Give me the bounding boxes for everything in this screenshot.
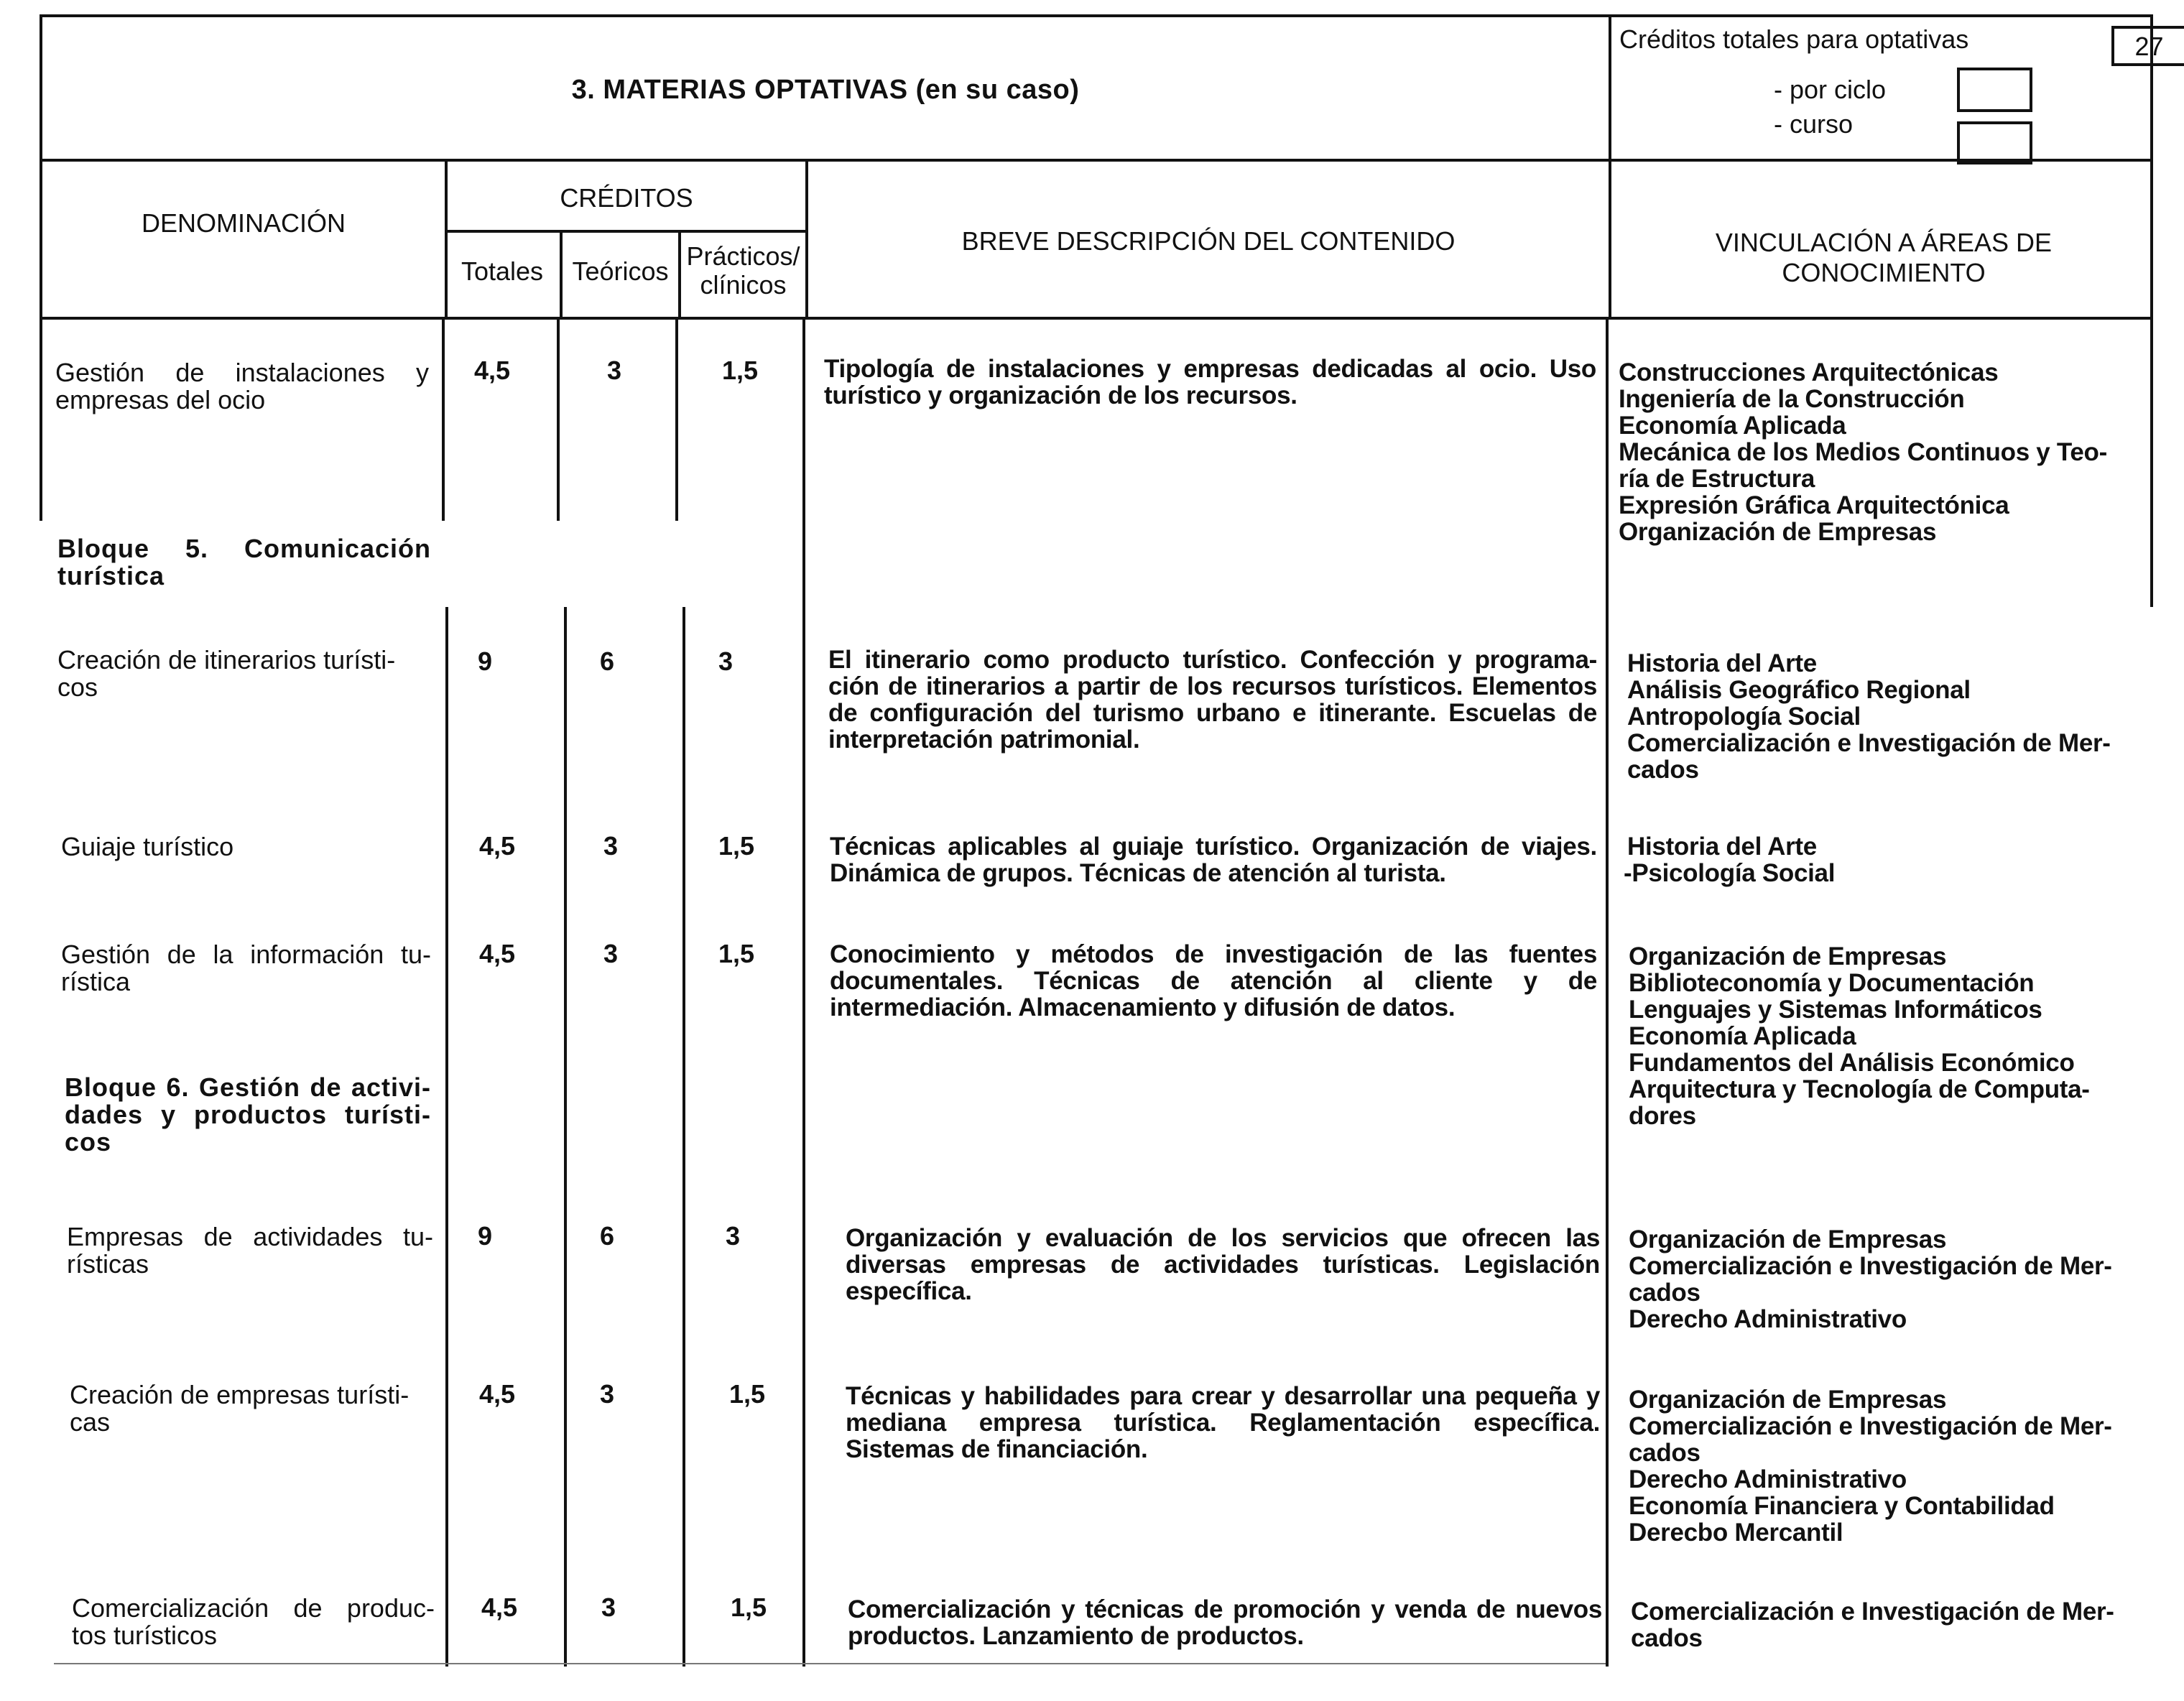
block-5-line2: turística bbox=[57, 561, 165, 590]
row-5-teoricos: 3 bbox=[600, 1379, 615, 1409]
row-5-description: Técnicas y habilidades para crear y desarrollar una pequeña y mediana empresa turística. Reglamentación específica. Sistemas de financiación. bbox=[846, 1382, 1600, 1463]
row-3-teoricos: 3 bbox=[603, 939, 619, 968]
body-col-rule bbox=[1606, 320, 1609, 1667]
row-5-areas bbox=[1629, 1386, 2142, 1546]
credits-summary bbox=[1619, 24, 2164, 161]
area-item: cados bbox=[1629, 1279, 1701, 1307]
area-item: Ingeniería de la Construcción bbox=[1619, 385, 1965, 413]
row-3-description: Conocimiento y métodos de investigación de las fuentes documentales. Técnicas de atención al cliente y de intermediación. Almacenamiento y difusión de datos. bbox=[830, 940, 1597, 1021]
row-2-totales: 4,5 bbox=[479, 831, 516, 861]
area-item: Comercialización e Investigación de Mer- bbox=[1631, 1598, 2114, 1626]
row-5-practicos: 1,5 bbox=[729, 1379, 766, 1409]
row-4-areas bbox=[1629, 1226, 2142, 1332]
area-item: Organización de Empresas bbox=[1629, 942, 1947, 970]
area-item: Mecánica de los Medios Continuos y Teo- bbox=[1619, 438, 2107, 466]
header-vinculacion-line2: CONOCIMIENTO bbox=[1782, 258, 1986, 287]
row-2-name-line1: Guiaje turístico bbox=[61, 832, 234, 861]
header-descripcion: BREVE DESCRIPCIÓN DEL CONTENIDO bbox=[961, 226, 1456, 256]
row-0-practicos: 1,5 bbox=[722, 356, 759, 385]
area-item: Construcciones Arquitectónicas bbox=[1619, 358, 1999, 386]
header-vinculacion-line1: VINCULACIÓN A ÁREAS DE bbox=[1715, 228, 2053, 257]
row-0-areas bbox=[1619, 359, 2143, 545]
block-6-line2: dades y productos turísti- bbox=[65, 1100, 431, 1129]
row-4-description: Organización y evaluación de los servicios que ofrecen las diversas empresas de actividades turísticas. Legislación específica. bbox=[846, 1224, 1600, 1305]
area-item: Fundamentos del Análisis Económico bbox=[1629, 1049, 2075, 1077]
row-3-areas bbox=[1629, 943, 2142, 1129]
header-totales: Totales bbox=[461, 256, 544, 286]
area-item: cados bbox=[1629, 1439, 1701, 1467]
header-teoricos: Teóricos bbox=[572, 256, 669, 286]
body-col-rule bbox=[675, 320, 678, 521]
row-3-name-line1: Gestión de la información tu- bbox=[61, 940, 431, 969]
header-creditos: CRÉDITOS bbox=[560, 183, 693, 213]
page-title: 3. MATERIAS OPTATIVAS (en su caso) bbox=[571, 75, 1080, 105]
area-item: -Psicología Social bbox=[1624, 859, 1836, 887]
header-band bbox=[40, 14, 2164, 162]
area-item: Lenguajes y Sistemas Informáticos bbox=[1629, 996, 2042, 1024]
row-1-totales: 9 bbox=[478, 646, 493, 676]
row-1-areas bbox=[1627, 650, 2144, 783]
row-6-teoricos: 3 bbox=[601, 1593, 616, 1622]
block-5-title bbox=[57, 535, 431, 590]
row-1-teoricos: 6 bbox=[600, 646, 615, 676]
row-5-name-line2: cas bbox=[70, 1407, 111, 1437]
body-col-rule bbox=[564, 607, 567, 1667]
area-item: cados bbox=[1631, 1624, 1703, 1652]
row-2-practicos: 1,5 bbox=[718, 831, 755, 861]
row-6-practicos: 1,5 bbox=[731, 1593, 767, 1622]
row-3-totales: 4,5 bbox=[479, 939, 516, 968]
area-item: Economía Aplicada bbox=[1629, 1022, 1856, 1050]
bottom-rule bbox=[54, 1663, 1606, 1664]
row-2-description: Técnicas aplicables al guiaje turístico. Organización de viajes. Dinámica de grupos. Técnicas de atención al turista. bbox=[830, 833, 1597, 887]
area-item: Organización de Empresas bbox=[1629, 1225, 1947, 1253]
creditos-underline bbox=[445, 230, 808, 233]
body-col-rule bbox=[40, 320, 42, 521]
area-item: Organización de Empresas bbox=[1629, 1386, 1947, 1414]
row-6-name-line2: tos turísticos bbox=[72, 1621, 218, 1650]
body-col-rule bbox=[682, 607, 685, 1667]
area-item: Comercialización e Investigación de Mer- bbox=[1629, 1412, 2112, 1440]
area-item: Antropología Social bbox=[1627, 703, 1861, 731]
block-6-line1: Bloque 6. Gestión de activi- bbox=[65, 1072, 431, 1102]
block-6-title bbox=[65, 1074, 431, 1156]
row-0-name-line2: empresas del ocio bbox=[55, 385, 266, 414]
header-practicos bbox=[681, 242, 805, 300]
por-ciclo-box bbox=[1957, 68, 2032, 112]
area-item: Historia del Arte bbox=[1627, 649, 1817, 677]
area-item: Arquitectura y Tecnología de Computa- bbox=[1629, 1075, 2090, 1103]
row-2-teoricos: 3 bbox=[603, 831, 619, 861]
table-row-1-name bbox=[57, 646, 431, 701]
row-1-practicos: 3 bbox=[718, 646, 734, 676]
row-1-description: El itinerario como producto turístico. Confección y programa-ción de itinerarios a partir de los recursos turísticos. Elementos de configuración del turismo urbano e itinerante. Escuelas de interpretación patrimonial. bbox=[828, 646, 1597, 754]
curso-label: - curso bbox=[1774, 109, 1854, 139]
block-5-line1: Bloque 5. Comunicación bbox=[57, 534, 431, 563]
row-6-totales: 4,5 bbox=[481, 1593, 518, 1622]
row-4-totales: 9 bbox=[478, 1221, 493, 1251]
row-1-name-line1: Creación de itinerarios turísti- bbox=[57, 645, 396, 675]
credits-total-label: Créditos totales para optativas bbox=[1619, 24, 1969, 54]
area-item: Expresión Gráfica Arquitectónica bbox=[1619, 491, 2009, 519]
body-col-rule bbox=[442, 320, 445, 521]
area-item: Economía Financiera y Contabilidad bbox=[1629, 1492, 2055, 1520]
credits-total-value: 27 bbox=[2111, 26, 2184, 66]
area-item: cados bbox=[1627, 756, 1699, 784]
row-4-name-line2: rísticas bbox=[67, 1249, 149, 1279]
row-5-name-line1: Creación de empresas turísti- bbox=[70, 1380, 410, 1409]
body-col-rule bbox=[2150, 320, 2153, 607]
area-item: Derecho Administrativo bbox=[1629, 1305, 1907, 1333]
body-col-rule bbox=[802, 320, 805, 1667]
table-row-5-name bbox=[70, 1381, 432, 1436]
table-row-3-name bbox=[61, 941, 431, 996]
area-item: Organización de Empresas bbox=[1619, 518, 1937, 546]
row-0-description: Tipología de instalaciones y empresas dedicadas al ocio. Uso turístico y organización de los recursos. bbox=[824, 355, 1596, 409]
area-item: Economía Aplicada bbox=[1619, 412, 1846, 440]
area-item: Derecho Administrativo bbox=[1629, 1465, 1907, 1493]
table-row-0-name bbox=[55, 359, 429, 414]
por-ciclo-label: - por ciclo bbox=[1774, 75, 1887, 104]
column-header bbox=[40, 162, 2153, 320]
body-col-rule bbox=[557, 320, 560, 521]
area-item: ría de Estructura bbox=[1619, 465, 1815, 493]
area-item: dores bbox=[1629, 1102, 1696, 1130]
header-practicos-line1: Prácticos/ bbox=[686, 241, 800, 271]
header-denominacion: DENOMINACIÓN bbox=[141, 208, 346, 238]
header-practicos-line2: clínicos bbox=[700, 270, 787, 300]
row-2-areas bbox=[1624, 833, 2141, 886]
header-divider bbox=[1609, 17, 1611, 159]
row-1-name-line2: cos bbox=[57, 672, 98, 702]
area-item: Análisis Geográfico Regional bbox=[1627, 676, 1971, 704]
table-row-6-name bbox=[72, 1595, 435, 1649]
row-4-practicos: 3 bbox=[726, 1221, 741, 1251]
row-0-totales: 4,5 bbox=[474, 356, 511, 385]
row-3-name-line2: rística bbox=[61, 967, 131, 996]
row-6-areas bbox=[1631, 1598, 2142, 1651]
table-body bbox=[40, 320, 2153, 1667]
block-6-line3: cos bbox=[65, 1127, 112, 1157]
document-page bbox=[40, 14, 2164, 1667]
table-row-4-name bbox=[67, 1223, 433, 1278]
table-row-2-name bbox=[61, 833, 431, 861]
curso-box bbox=[1957, 121, 2032, 164]
row-4-teoricos: 6 bbox=[600, 1221, 615, 1251]
row-3-practicos: 1,5 bbox=[718, 939, 755, 968]
body-col-rule bbox=[445, 607, 448, 1667]
row-5-totales: 4,5 bbox=[479, 1379, 516, 1409]
row-6-description: Comercialización y técnicas de promoción y venda de nuevos productos. Lanzamiento de productos. bbox=[848, 1595, 1602, 1650]
row-6-name-line1: Comercialización de produc- bbox=[72, 1593, 435, 1623]
header-vinculacion bbox=[1611, 228, 2156, 288]
area-item: Comercialización e Investigación de Mer- bbox=[1627, 729, 2111, 757]
area-item: Derecbo Mercantil bbox=[1629, 1519, 1843, 1547]
row-4-name-line1: Empresas de actividades tu- bbox=[67, 1222, 433, 1251]
area-item: Historia del Arte bbox=[1627, 833, 1817, 861]
area-item: Biblioteconomía y Documentación bbox=[1629, 969, 2035, 997]
row-0-name-line1: Gestión de instalaciones y bbox=[55, 358, 429, 387]
area-item: Comercialización e Investigación de Mer- bbox=[1629, 1252, 2112, 1280]
row-0-teoricos: 3 bbox=[607, 356, 622, 385]
